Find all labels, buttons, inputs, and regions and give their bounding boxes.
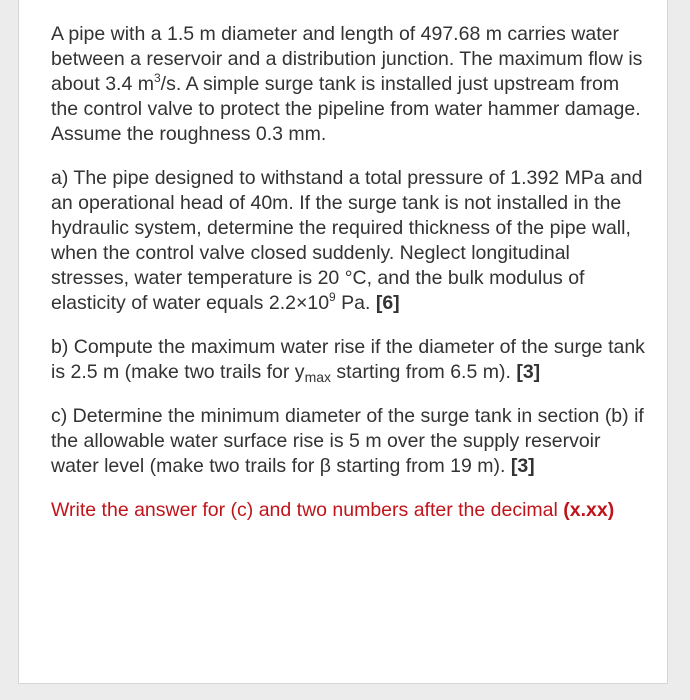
part-b-text-before: b) Compute the maximum water rise if the diameter of the surge tank is 2.5 m (make two trails for y (51, 336, 645, 383)
note-format: (x.xx) (563, 499, 615, 521)
answer-format-note (51, 498, 651, 523)
part-b (51, 335, 651, 385)
part-c-marks: [3] (510, 455, 535, 477)
note-text: Write the answer for (c) and two numbers after the decimal (51, 499, 564, 521)
question-body (51, 22, 651, 523)
part-a-exponent: 9 (329, 290, 336, 304)
question-card (18, 0, 668, 684)
part-b-text-after: starting from 6.5 m). (331, 361, 517, 383)
part-c-text: c) Determine the minimum diameter of the surge tank in section (b) if the allowable water surface rise is 5 m over the supply reservoir water level (make two trails for β starting from 19 m). (51, 405, 644, 477)
part-a-text: a) The pipe designed to withstand a total pressure of 1.392 MPa and an operational head of 40m. If the surge tank is not installed in the hydraulic system, determine the required thickness of the pipe wall, when the control valve closed suddenly. Neglect longitudinal stresses, water temperature is 20 °C, and the bulk modulus of elasticity of water equals 2.2×10 (51, 167, 643, 314)
intro-text-before: A pipe with a 1.5 m diameter and length of 497.68 m carries water between a reservoir and a distribution junction. The maximum flow is about 3.4 m (51, 23, 643, 95)
problem-intro (51, 22, 651, 147)
part-b-subscript: max (304, 369, 332, 385)
part-a-marks: [6] (375, 292, 400, 314)
intro-exponent: 3 (153, 71, 161, 85)
part-c (51, 404, 651, 479)
intro-text-after: /s. A simple surge tank is installed just upstream from the control valve to protect the pipeline from water hammer damage. Assume the roughness 0.3 mm. (51, 73, 641, 145)
part-a-unit: Pa. (335, 292, 376, 314)
part-a (51, 166, 651, 316)
part-b-marks: [3] (516, 361, 541, 383)
